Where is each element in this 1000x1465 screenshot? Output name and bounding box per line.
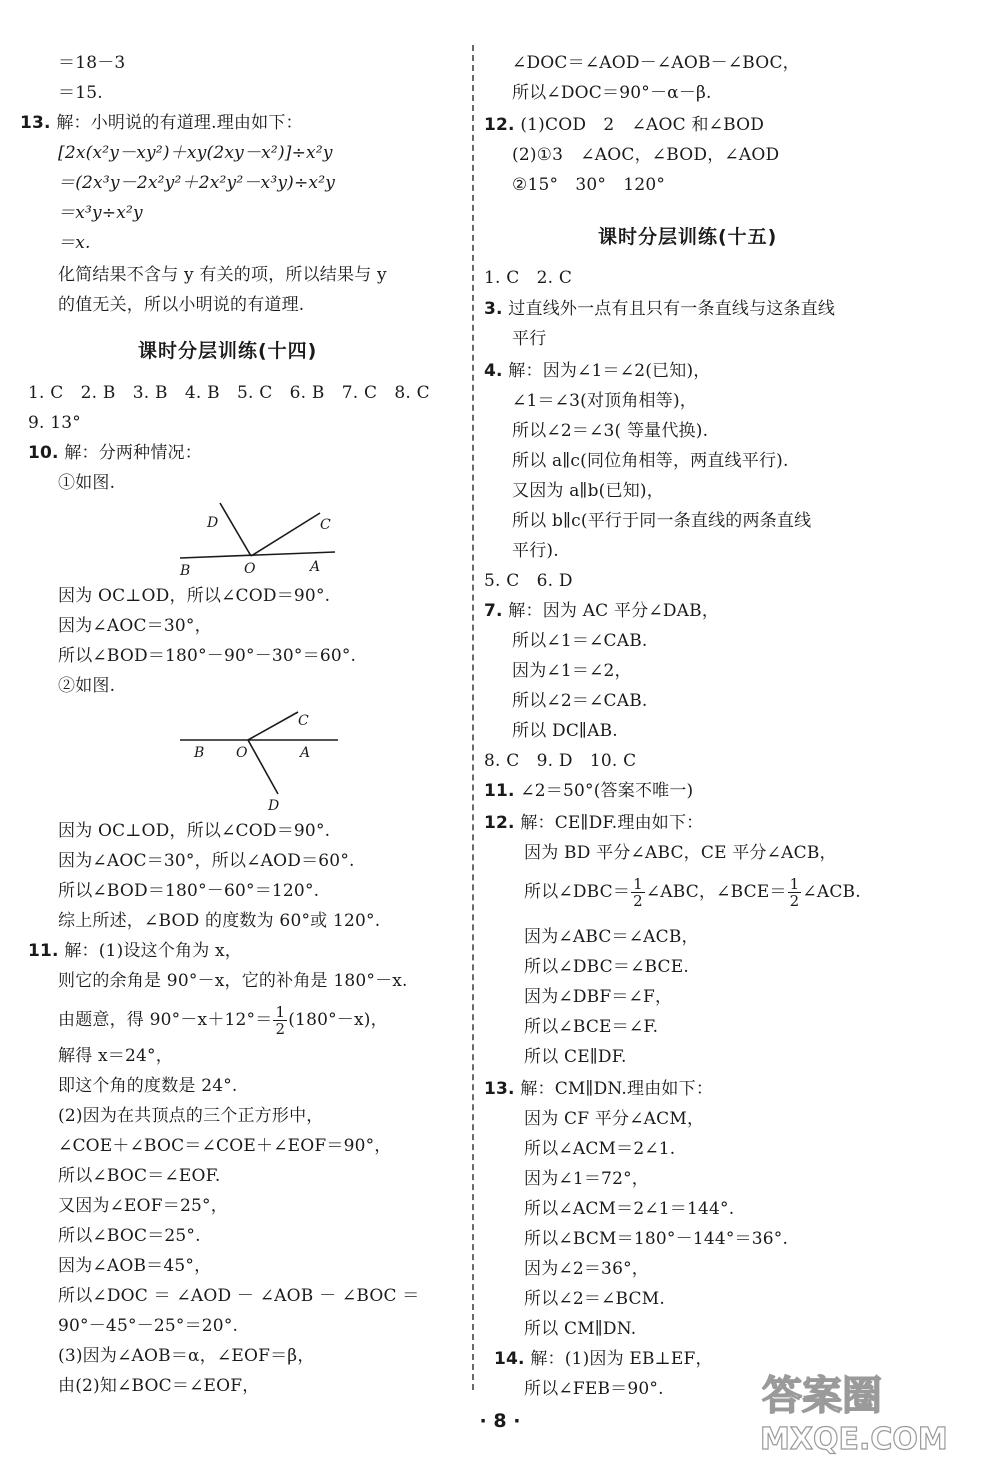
answer-line: 平行 [512, 329, 547, 349]
line-ba [180, 552, 335, 558]
watermark-url: MXQE.COM [760, 1422, 948, 1457]
solution-line: 所以∠2＝∠3( 等量代换). [512, 421, 709, 441]
question-number: 3. [484, 299, 503, 319]
solution-line: 所以∠ACM＝2∠1. [524, 1139, 676, 1159]
denominator: 2 [275, 1020, 286, 1038]
watermark-chinese: 答案圈 [762, 1373, 882, 1419]
section-heading-15: 课时分层训练(十五) [598, 226, 778, 248]
question-number: 13. [20, 113, 51, 133]
question-13-right [484, 1076, 713, 1102]
question-number: 4. [484, 361, 503, 381]
numerator: 1 [633, 875, 643, 893]
fraction-one-half [631, 876, 645, 909]
label-d: D [268, 798, 280, 814]
solution-line: 所以∠BCM＝180°－144°＝36°. [524, 1229, 789, 1249]
conclusion-line: 化简结果不含与 y 有关的项，所以结果与 y [58, 265, 387, 285]
solution-line: 因为∠1＝72°， [524, 1169, 649, 1189]
equation-part: 由题意，得 90°－x＋12°＝ [58, 1010, 273, 1030]
label-o: O [244, 561, 256, 577]
solution-line: ∠1＝∠3(对顶角相等)， [512, 391, 697, 411]
solution-line: 因为∠AOC＝30°，所以∠AOD＝60°. [58, 851, 355, 871]
label-b: B [194, 745, 205, 761]
label-o: O [236, 745, 248, 761]
solution-line: 解得 x＝24°， [58, 1046, 173, 1066]
question-number: 12. [484, 115, 515, 135]
question-number: 12. [484, 813, 515, 833]
question-11-right [484, 778, 693, 804]
case-label: ②如图. [58, 676, 116, 696]
solution-line: 所以∠ACM＝2∠1＝144°. [524, 1199, 735, 1219]
solution-line: (3)因为∠AOB＝α，∠EOF＝β， [58, 1346, 315, 1366]
angle-figure-1 [170, 495, 350, 580]
solution-line: 所以∠DOC ＝ ∠AOD － ∠AOB － ∠BOC ＝ [58, 1286, 420, 1306]
column-divider [472, 45, 474, 1390]
conclusion-line: 的值无关，所以小明说的有道理. [58, 295, 305, 315]
label-c: C [298, 713, 309, 729]
solution-line: 所以∠DBC＝∠BCE. [524, 957, 689, 977]
question-number: 7. [484, 601, 503, 621]
answer-row: 8. C 9. D 10. C [484, 751, 637, 771]
section-heading-14: 课时分层训练(十四) [138, 340, 318, 362]
question-number: 14. [494, 1349, 525, 1369]
question-10 [28, 440, 202, 466]
answer-text: 过直线外一点有且只有一条直线与这条直线 [508, 299, 836, 319]
label-d: D [207, 515, 219, 531]
solution-line: 即这个角的度数是 24°. [58, 1076, 238, 1096]
equation-part: 所以∠DBC＝ [524, 882, 631, 902]
solution-line: 平行). [512, 541, 559, 561]
answer-row: 5. C 6. D [484, 571, 573, 591]
solution-line: 由(2)知∠BOC＝∠EOF， [58, 1376, 260, 1396]
solution-line: 因为∠DBF＝∠F， [524, 987, 673, 1007]
numerator: 1 [789, 875, 800, 893]
question-7 [484, 598, 719, 624]
solution-line: 综上所述，∠BOD 的度数为 60°或 120°. [58, 911, 381, 931]
solution-line: 则它的余角是 90°－x，它的补角是 180°－x. [58, 971, 408, 991]
watermark-logo [752, 1365, 982, 1457]
solution-line: 所以∠1＝∠CAB. [512, 631, 648, 651]
answer-text: ∠2＝50°(答案不唯一) [520, 781, 694, 801]
page-number: · 8 · [479, 1410, 521, 1432]
label-a: A [310, 559, 321, 575]
solution-line: 所以∠2＝∠BCM. [524, 1289, 665, 1309]
question-12-top [484, 112, 764, 138]
question-text: 解：因为 AC 平分∠DAB， [508, 601, 720, 621]
fraction-equation [524, 876, 861, 909]
angle-figure-2 [170, 700, 350, 815]
calc-line: ＝18－3 [58, 53, 126, 73]
ray-od [248, 740, 278, 794]
question-text: 解：因为∠1＝∠2(已知)， [508, 361, 711, 381]
question-3 [484, 296, 835, 322]
question-text: 解：CE∥DF.理由如下： [520, 813, 704, 833]
case-label: ①如图. [58, 473, 116, 493]
denominator: 2 [633, 892, 643, 910]
question-13-left [20, 110, 303, 136]
question-4 [484, 358, 710, 384]
solution-line: 所以 CE∥DF. [524, 1047, 627, 1067]
question-text: 解：CM∥DN.理由如下： [520, 1079, 714, 1099]
solution-line: 因为∠2＝36°， [524, 1259, 649, 1279]
solution-line: 所以∠BOD＝180°－60°＝120°. [58, 881, 320, 901]
solution-line: 所以∠BOD＝180°－90°－30°＝60°. [58, 646, 357, 666]
solution-line: 因为∠ABC＝∠ACB， [524, 927, 699, 947]
fraction-one-half [273, 1004, 287, 1037]
question-number: 10. [28, 443, 59, 463]
solution-line: 所以∠BOC＝∠EOF. [58, 1166, 221, 1186]
solution-line: 又因为∠EOF＝25°， [58, 1196, 228, 1216]
answer-text: (1)COD 2 ∠AOC 和∠BOD [520, 115, 765, 135]
answer-line: (2)①3 ∠AOC，∠BOD，∠AOD [512, 145, 780, 165]
equation-part: (180°－x)， [288, 1010, 388, 1030]
solution-line: 又因为 a∥b(已知)， [512, 481, 664, 501]
fraction-one-half [788, 876, 802, 909]
numerator: 1 [275, 1003, 286, 1021]
solution-line: 所以 DC∥AB. [512, 721, 618, 741]
solution-line: 所以∠2＝∠CAB. [512, 691, 648, 711]
equation-part: ∠ACB. [802, 882, 861, 902]
question-14 [494, 1346, 713, 1372]
expression-line: ＝(2x³y－2x²y²＋2x²y²－x³y)÷x²y [58, 173, 336, 193]
expression-line: ＝x³y÷x²y [58, 203, 143, 223]
question-text: 解：分两种情况： [64, 443, 202, 463]
solution-line: ∠COE＋∠BOC＝∠COE＋∠EOF＝90°， [58, 1136, 392, 1156]
question-number: 11. [484, 781, 515, 801]
question-number: 13. [484, 1079, 515, 1099]
label-c: C [320, 517, 331, 533]
calc-line: ＝15. [58, 83, 103, 103]
expression-line: [2x(x²y－xy²)＋xy(2xy－x²)]÷x²y [58, 143, 333, 163]
label-a: A [300, 745, 311, 761]
solution-line: 因为∠AOC＝30°， [58, 616, 212, 636]
solution-line: (2)因为在共顶点的三个正方形中， [58, 1106, 324, 1126]
solution-line: 所以 b∥c(平行于同一条直线的两条直线 [512, 511, 812, 531]
denominator: 2 [789, 892, 800, 910]
question-12-bottom [484, 810, 703, 836]
answer-row: 1. C 2. C [484, 268, 573, 288]
solution-line: 因为 BD 平分∠ABC，CE 平分∠ACB， [524, 843, 837, 863]
ray-od [220, 503, 251, 556]
question-number: 11. [28, 941, 59, 961]
solution-line: 所以∠FEB＝90°. [524, 1379, 664, 1399]
solution-line: 因为 OC⊥OD，所以∠COD＝90°. [58, 821, 331, 841]
solution-line: 所以∠BCE＝∠F. [524, 1017, 659, 1037]
fraction-equation [58, 1004, 388, 1037]
solution-line: 所以∠BOC＝25°. [58, 1226, 201, 1246]
question-text: 解：小明说的有道理.理由如下： [56, 113, 303, 133]
solution-line: ∠DOC＝∠AOD－∠AOB－∠BOC， [512, 53, 800, 73]
solution-line: 因为∠AOB＝45°， [58, 1256, 212, 1276]
question-text: 解：(1)设这个角为 x， [64, 941, 242, 961]
question-text: 解：(1)因为 EB⊥EF， [530, 1349, 713, 1369]
question-11-left [28, 938, 242, 964]
solution-line: 所以 a∥c(同位角相等，两直线平行). [512, 451, 789, 471]
solution-line: 90°－45°－25°＝20°. [58, 1316, 239, 1336]
ray-oc [251, 513, 320, 556]
answer-row: 9. 13° [28, 413, 81, 433]
expression-line: ＝x. [58, 233, 91, 253]
answer-line: ②15° 30° 120° [512, 175, 666, 195]
label-b: B [180, 563, 191, 579]
ray-oc [248, 712, 298, 740]
equation-part: ∠ABC，∠BCE＝ [645, 882, 787, 902]
solution-line: 因为∠1＝∠2， [512, 661, 632, 681]
solution-line: 因为 OC⊥OD，所以∠COD＝90°. [58, 586, 331, 606]
solution-line: 因为 CF 平分∠ACM， [524, 1109, 705, 1129]
solution-line: 所以 CM∥DN. [524, 1319, 637, 1339]
solution-line: 所以∠DOC＝90°－α－β. [512, 83, 712, 103]
answer-row: 1. C 2. B 3. B 4. B 5. C 6. B 7. C 8. C [28, 383, 430, 403]
